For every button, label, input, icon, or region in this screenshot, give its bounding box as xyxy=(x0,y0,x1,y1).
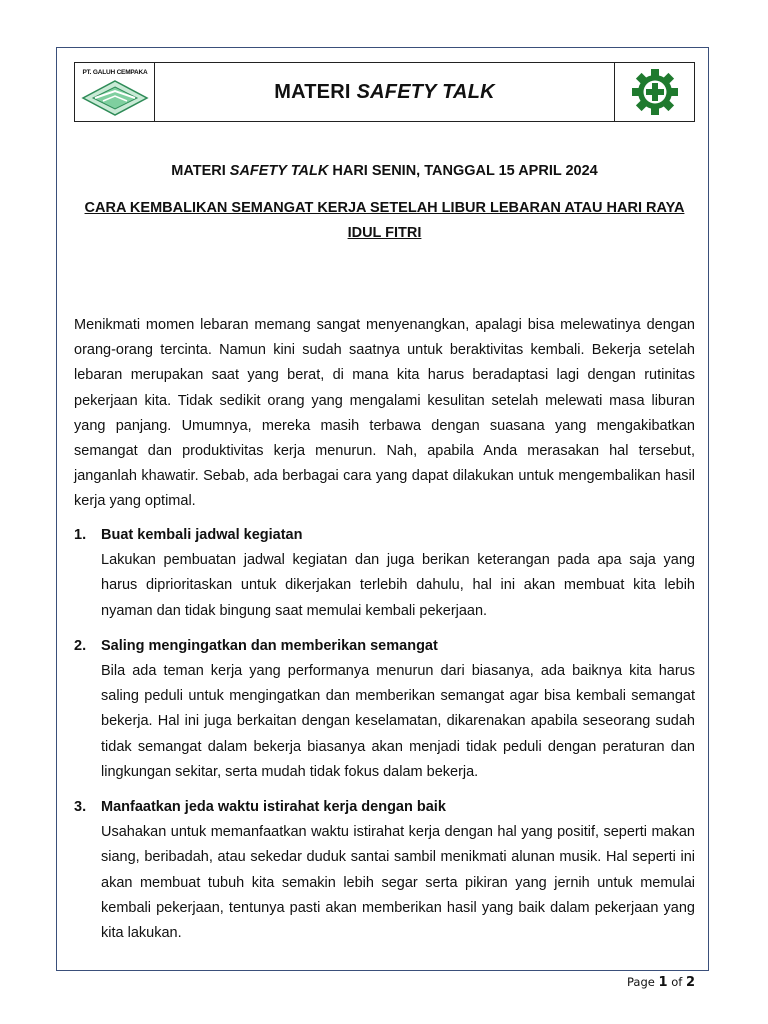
heading-italic: SAFETY TALK xyxy=(229,163,329,179)
item-body: Usahakan untuk memanfaatkan waktu istirahat kerja dengan hal yang positif, seperti makan siang, beribadah, atau sekedar duduk santai sambil menikmati alunan musik. Hal seperti ini akan membuat tubuh kita semakin lebih segar serta pikiran yang jernih untuk memulai kembali pekerjaan, tentunya pasti akan memberikan hasil yang baik dalam pekerjaan yang kita lakukan. xyxy=(101,824,695,942)
document-header xyxy=(74,62,695,122)
company-logo-icon xyxy=(81,79,149,117)
tips-list xyxy=(74,523,695,956)
k3-logo-cell xyxy=(614,63,694,121)
item-number: 2. xyxy=(74,637,87,654)
total-pages: 2 xyxy=(685,975,695,990)
header-title xyxy=(155,63,614,121)
k3-safety-gear-icon xyxy=(631,68,679,116)
document-heading xyxy=(74,163,695,179)
heading-prefix: MATERI xyxy=(171,163,226,179)
item-number: 1. xyxy=(74,527,87,543)
page-footer xyxy=(627,975,695,990)
company-name: PT. GALUH CEMPAKA xyxy=(82,69,148,76)
list-item xyxy=(74,523,695,624)
company-logo-cell xyxy=(75,63,155,121)
list-item xyxy=(74,634,695,785)
list-item xyxy=(74,795,695,946)
item-number: 3. xyxy=(74,799,87,816)
item-body: Lakukan pembuatan jadwal kegiatan dan juga berikan keterangan pada apa saja yang harus diprioritaskan untuk dikerjakan terlebih dahulu, hal ini akan membuat kita lebih nyaman dan tidak bingung saat memulai kembali pekerjaan. xyxy=(101,552,695,619)
of-label: of xyxy=(671,975,683,989)
item-title: Saling mengingatkan dan memberikan semangat xyxy=(101,637,438,654)
header-title-italic: SAFETY TALK xyxy=(356,80,495,103)
header-title-plain: MATERI xyxy=(274,80,351,103)
heading-suffix: HARI SENIN, TANGGAL 15 APRIL 2024 xyxy=(332,163,598,179)
current-page: 1 xyxy=(658,975,668,990)
item-body: Bila ada teman kerja yang performanya menurun dari biasanya, ada baiknya kita harus saling peduli untuk mengingatkan dan memberikan semangat agar bisa kembali semangat bekerja. Hal ini juga berkaitan dengan keselamatan, dikarenakan apabila seseorang sudah tidak semangat dalam bekerja biasanya akan menjadi tidak peduli dengan peraturan dan lingkungan sekitar, serta mudah tidak fokus dalam bekerja. xyxy=(101,663,695,780)
item-title: Buat kembali jadwal kegiatan xyxy=(101,527,303,543)
item-title: Manfaatkan jeda waktu istirahat kerja dengan baik xyxy=(101,799,446,816)
document-subheading: CARA KEMBALIKAN SEMANGAT KERJA SETELAH LIBUR LEBARAN ATAU HARI RAYA IDUL FITRI xyxy=(84,200,685,241)
page-label: Page xyxy=(627,975,655,989)
intro-paragraph: Menikmati momen lebaran memang sangat menyenangkan, apalagi bisa melewatinya dengan orang-orang tercinta. Namun kini sudah saatnya untuk beraktivitas kembali. Bekerja setelah lebaran merupakan saat yang berat, di mana kita harus beradaptasi lagi dengan rutinitas pekerjaan kita. Tidak sedikit orang yang mengalami kesulitan setelah melewati masa liburan yang panjang. Umumnya, mereka masih terbawa dengan suasana yang mengakibatkan semangat dan produktivitas kerja menurun. Nah, apabila Anda merasakan hal tersebut, janganlah khawatir. Sebab, ada berbagai cara yang dapat dilakukan untuk mengembalikan hasil kerja yang optimal. xyxy=(74,317,695,510)
